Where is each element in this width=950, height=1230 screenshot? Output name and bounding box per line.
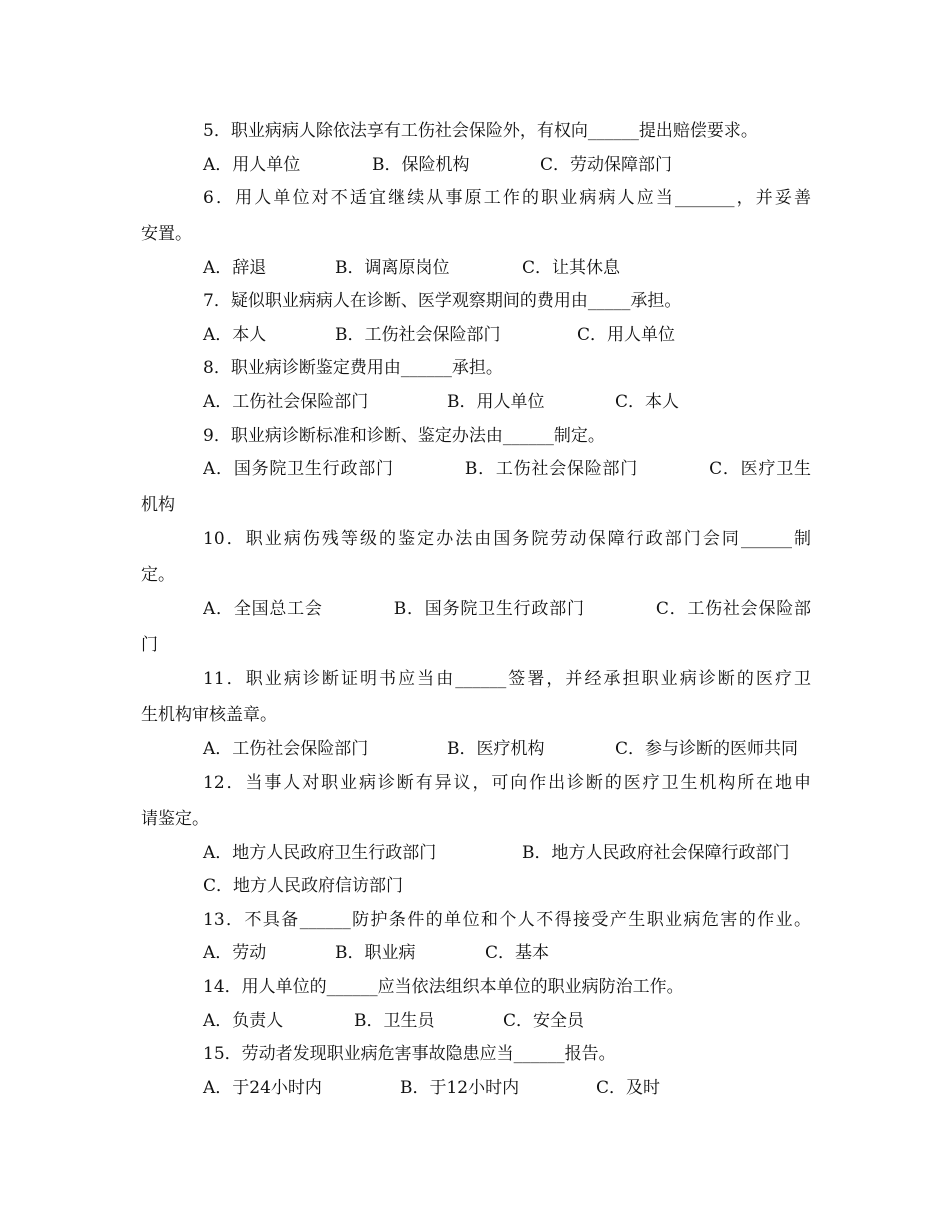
question-6-stem: 6．用人单位对不适宜继续从事原工作的职业病病人应当_______，并妥善 <box>203 188 811 208</box>
question-6-stem-cont: 安置。 <box>141 224 192 244</box>
question-8-option-c: C．本人 <box>615 392 680 412</box>
question-12-stem-cont: 请鉴定。 <box>141 809 209 829</box>
question-10-options: A．全国总工会 B．国务院卫生行政部门 C．工伤社会保险部 <box>203 599 811 619</box>
question-14-option-b: B．卫生员 <box>354 1011 435 1031</box>
question-9-options-cont: 机构 <box>141 495 175 515</box>
question-15-option-c: C．及时 <box>596 1078 661 1098</box>
question-14-option-a: A．负责人 <box>203 1011 284 1031</box>
question-9-options: A．国务院卫生行政部门 B．工伤社会保险部门 C．医疗卫生 <box>203 459 811 479</box>
question-7-option-b: B．工伤社会保险部门 <box>335 325 501 345</box>
question-11-stem: 11．职业病诊断证明书应当由______签署，并经承担职业病诊断的医疗卫 <box>203 669 811 689</box>
question-13-option-a: A．劳动 <box>203 943 267 963</box>
question-7-stem: 7．疑似职业病病人在诊断、医学观察期间的费用由_____承担。 <box>203 291 682 311</box>
question-10-stem-cont: 定。 <box>141 565 175 585</box>
question-14-stem: 14．用人单位的______应当依法组织本单位的职业病防治工作。 <box>203 977 684 997</box>
question-5-stem: 5．职业病病人除依法享有工伤社会保险外，有权向______提出赔偿要求。 <box>203 121 758 141</box>
question-12-option-a: A．地方人民政府卫生行政部门 <box>203 843 437 863</box>
question-11-option-c: C．参与诊断的医师共同 <box>615 739 799 759</box>
question-15-option-a: A．于24小时内 <box>203 1078 322 1098</box>
question-8-stem: 8．职业病诊断鉴定费用由______承担。 <box>203 358 503 378</box>
question-14-option-c: C．安全员 <box>503 1011 585 1031</box>
question-8-option-a: A．工伤社会保险部门 <box>203 392 369 412</box>
question-6-option-a: A．辞退 <box>203 258 267 278</box>
question-12-option-c: C．地方人民政府信访部门 <box>203 876 404 896</box>
question-11-option-b: B．医疗机构 <box>447 739 545 759</box>
question-10-stem: 10．职业病伤残等级的鉴定办法由国务院劳动保障行政部门会同______制 <box>203 529 811 549</box>
question-12-option-b: B．地方人民政府社会保障行政部门 <box>522 843 790 863</box>
question-5-option-a: A．用人单位 <box>203 155 301 175</box>
question-13-stem: 13．不具备______防护条件的单位和个人不得接受产生职业病危害的作业。 <box>203 910 811 930</box>
question-15-stem: 15．劳动者发现职业病危害事故隐患应当______报告。 <box>203 1044 616 1064</box>
question-8-option-b: B．用人单位 <box>447 392 545 412</box>
question-5-option-b: B．保险机构 <box>372 155 470 175</box>
question-6-option-b: B．调离原岗位 <box>335 258 450 278</box>
question-10-options-cont: 门 <box>141 635 158 655</box>
question-7-option-a: A．本人 <box>203 325 267 345</box>
question-15-option-b: B．于12小时内 <box>400 1078 520 1098</box>
question-7-option-c: C．用人单位 <box>577 325 676 345</box>
question-13-option-c: C．基本 <box>485 943 550 963</box>
question-12-stem: 12．当事人对职业病诊断有异议，可向作出诊断的医疗卫生机构所在地申 <box>203 773 811 793</box>
question-11-stem-cont: 生机构审核盖章。 <box>141 705 277 725</box>
question-5-option-c: C．劳动保障部门 <box>540 155 673 175</box>
question-11-option-a: A．工伤社会保险部门 <box>203 739 369 759</box>
question-13-option-b: B．职业病 <box>335 943 416 963</box>
question-6-option-c: C．让其休息 <box>522 258 621 278</box>
question-9-stem: 9．职业病诊断标准和诊断、鉴定办法由______制定。 <box>203 426 605 446</box>
